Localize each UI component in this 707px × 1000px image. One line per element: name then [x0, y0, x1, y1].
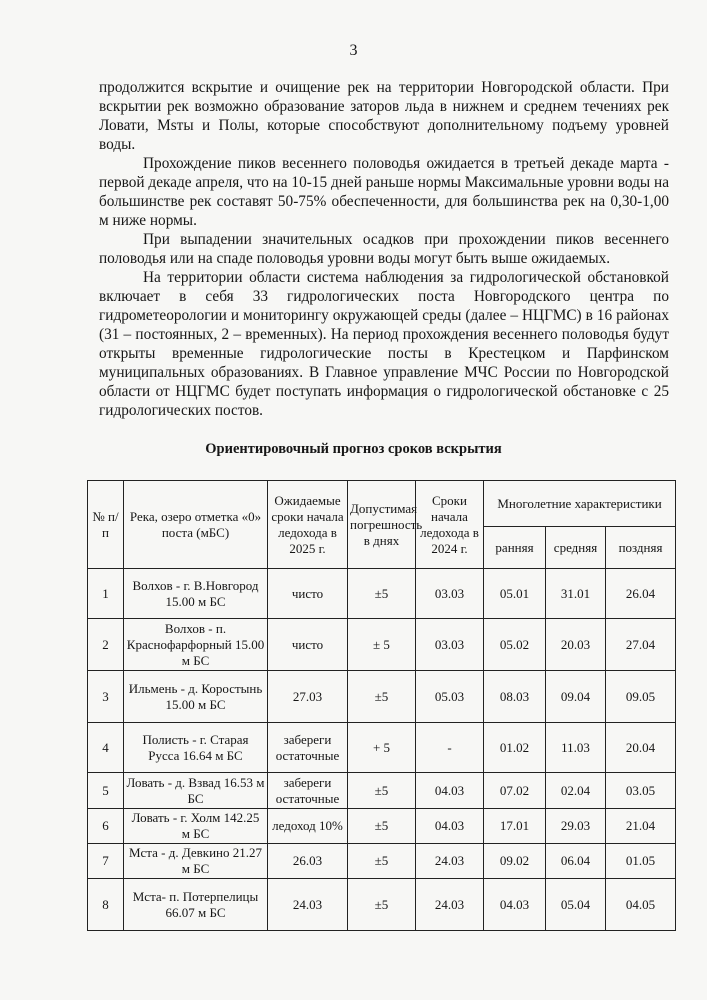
cell-num: 1	[88, 569, 124, 619]
table-row	[88, 671, 676, 723]
cell-error: ±5	[348, 879, 416, 931]
page-number: 3	[349, 42, 358, 59]
cell-late: 26.04	[606, 569, 676, 619]
cell-early: 04.03	[484, 879, 546, 931]
cell-2024: 04.03	[416, 773, 484, 809]
header-river: Река, озеро отметка «0» поста (мБС)	[124, 481, 268, 569]
cell-num: 7	[88, 844, 124, 879]
cell-2024: 03.03	[416, 569, 484, 619]
header-num: № п/п	[88, 481, 124, 569]
cell-river: Волхов - г. В.Новгород 15.00 м БС	[124, 569, 268, 619]
cell-expected: 24.03	[268, 879, 348, 931]
cell-2024: 03.03	[416, 619, 484, 671]
cell-error: ±5	[348, 569, 416, 619]
paragraph-4: На территории области система наблюдения за гидрологической обстановкой включает в себя 33 гидрологических поста Новгородского центра по гидрометеорологии и мониторингу окружающей среды (далее – НЦГМС) в 16 районах (31 – постоянных, 2 – временных). На период прохождения весеннего половодья будут открыты временные гидрологические посты в Крестецком и Парфинском муниципальных образованиях. В Главное управление МЧС России по Новгородской области от НЦГМС будет поступать информация о гидрологической обстановке с 25 гидрологических постов.	[99, 269, 669, 419]
cell-late: 01.05	[606, 844, 676, 879]
cell-late: 04.05	[606, 879, 676, 931]
cell-late: 21.04	[606, 809, 676, 844]
cell-num: 3	[88, 671, 124, 723]
header-expected: Ожидаемые сроки начала ледохода в 2025 г.	[268, 481, 348, 569]
cell-expected: ледоход 10%	[268, 809, 348, 844]
table-row	[88, 723, 676, 773]
cell-late: 03.05	[606, 773, 676, 809]
cell-expected: чисто	[268, 569, 348, 619]
table-row	[88, 844, 676, 879]
cell-error: ± 5	[348, 619, 416, 671]
cell-early: 05.01	[484, 569, 546, 619]
cell-2024: -	[416, 723, 484, 773]
cell-river: Мста - д. Девкино 21.27 м БС	[124, 844, 268, 879]
paragraph-1: продолжится вскрытие и очищение рек на территории Новгородской области. При вскрытии рек возможно образование заторов льда в нижнем и среднем течениях рек Ловати, Msты и Полы, которые способствуют дополнительному подъему уровней воды.	[99, 79, 669, 153]
cell-mid: 09.04	[546, 671, 606, 723]
header-late: поздняя	[606, 527, 676, 569]
cell-error: ±5	[348, 671, 416, 723]
header-error: Допустимая погрешность в днях	[348, 481, 416, 569]
paragraph-2: Прохождение пиков весеннего половодья ожидается в третьей декаде марта - первой декаде апреля, что на 10-15 дней раньше нормы Максимальные уровни воды на большинстве рек составят 50-75% обеспеченности, для большинства рек на 0,30-1,00 м ниже нормы.	[99, 155, 669, 229]
cell-num: 6	[88, 809, 124, 844]
cell-expected: чисто	[268, 619, 348, 671]
cell-num: 8	[88, 879, 124, 931]
cell-river: Полисть - г. Старая Русса 16.64 м БС	[124, 723, 268, 773]
cell-early: 09.02	[484, 844, 546, 879]
cell-early: 08.03	[484, 671, 546, 723]
cell-early: 17.01	[484, 809, 546, 844]
cell-error: ±5	[348, 809, 416, 844]
table-row	[88, 569, 676, 619]
cell-early: 05.02	[484, 619, 546, 671]
header-longterm: Многолетние характеристики	[484, 481, 676, 527]
table-row	[88, 619, 676, 671]
header-early: ранняя	[484, 527, 546, 569]
cell-expected: забереги остаточные	[268, 773, 348, 809]
cell-num: 2	[88, 619, 124, 671]
cell-mid: 11.03	[546, 723, 606, 773]
cell-error: + 5	[348, 723, 416, 773]
header-dates-2024: Сроки начала ледохода в 2024 г.	[416, 481, 484, 569]
cell-2024: 05.03	[416, 671, 484, 723]
cell-mid: 06.04	[546, 844, 606, 879]
body-text	[99, 78, 669, 420]
cell-expected: забереги остаточные	[268, 723, 348, 773]
cell-river: Волхов - п. Краснофарфорный 15.00 м БС	[124, 619, 268, 671]
cell-expected: 26.03	[268, 844, 348, 879]
cell-mid: 29.03	[546, 809, 606, 844]
cell-num: 4	[88, 723, 124, 773]
table-row	[88, 773, 676, 809]
table-title: Ориентировочный прогноз сроков вскрытия	[205, 441, 502, 457]
cell-river: Ловать - д. Взвад 16.53 м БС	[124, 773, 268, 809]
cell-2024: 04.03	[416, 809, 484, 844]
cell-late: 09.05	[606, 671, 676, 723]
table-row	[88, 879, 676, 931]
cell-early: 01.02	[484, 723, 546, 773]
cell-river: Мста- п. Потерпелицы 66.07 м БС	[124, 879, 268, 931]
cell-late: 27.04	[606, 619, 676, 671]
cell-2024: 24.03	[416, 879, 484, 931]
cell-early: 07.02	[484, 773, 546, 809]
cell-river: Ильмень - д. Коростынь 15.00 м БС	[124, 671, 268, 723]
cell-mid: 20.03	[546, 619, 606, 671]
cell-mid: 31.01	[546, 569, 606, 619]
forecast-table	[87, 480, 676, 931]
cell-2024: 24.03	[416, 844, 484, 879]
cell-mid: 02.04	[546, 773, 606, 809]
table-row	[88, 809, 676, 844]
cell-expected: 27.03	[268, 671, 348, 723]
paragraph-3: При выпадении значительных осадков при прохождении пиков весеннего половодья или на спаде половодья уровни воды могут быть выше ожидаемых.	[99, 231, 669, 267]
header-mid: средняя	[546, 527, 606, 569]
cell-error: ±5	[348, 773, 416, 809]
cell-error: ±5	[348, 844, 416, 879]
cell-num: 5	[88, 773, 124, 809]
cell-river: Ловать - г. Холм 142.25 м БС	[124, 809, 268, 844]
cell-mid: 05.04	[546, 879, 606, 931]
cell-late: 20.04	[606, 723, 676, 773]
